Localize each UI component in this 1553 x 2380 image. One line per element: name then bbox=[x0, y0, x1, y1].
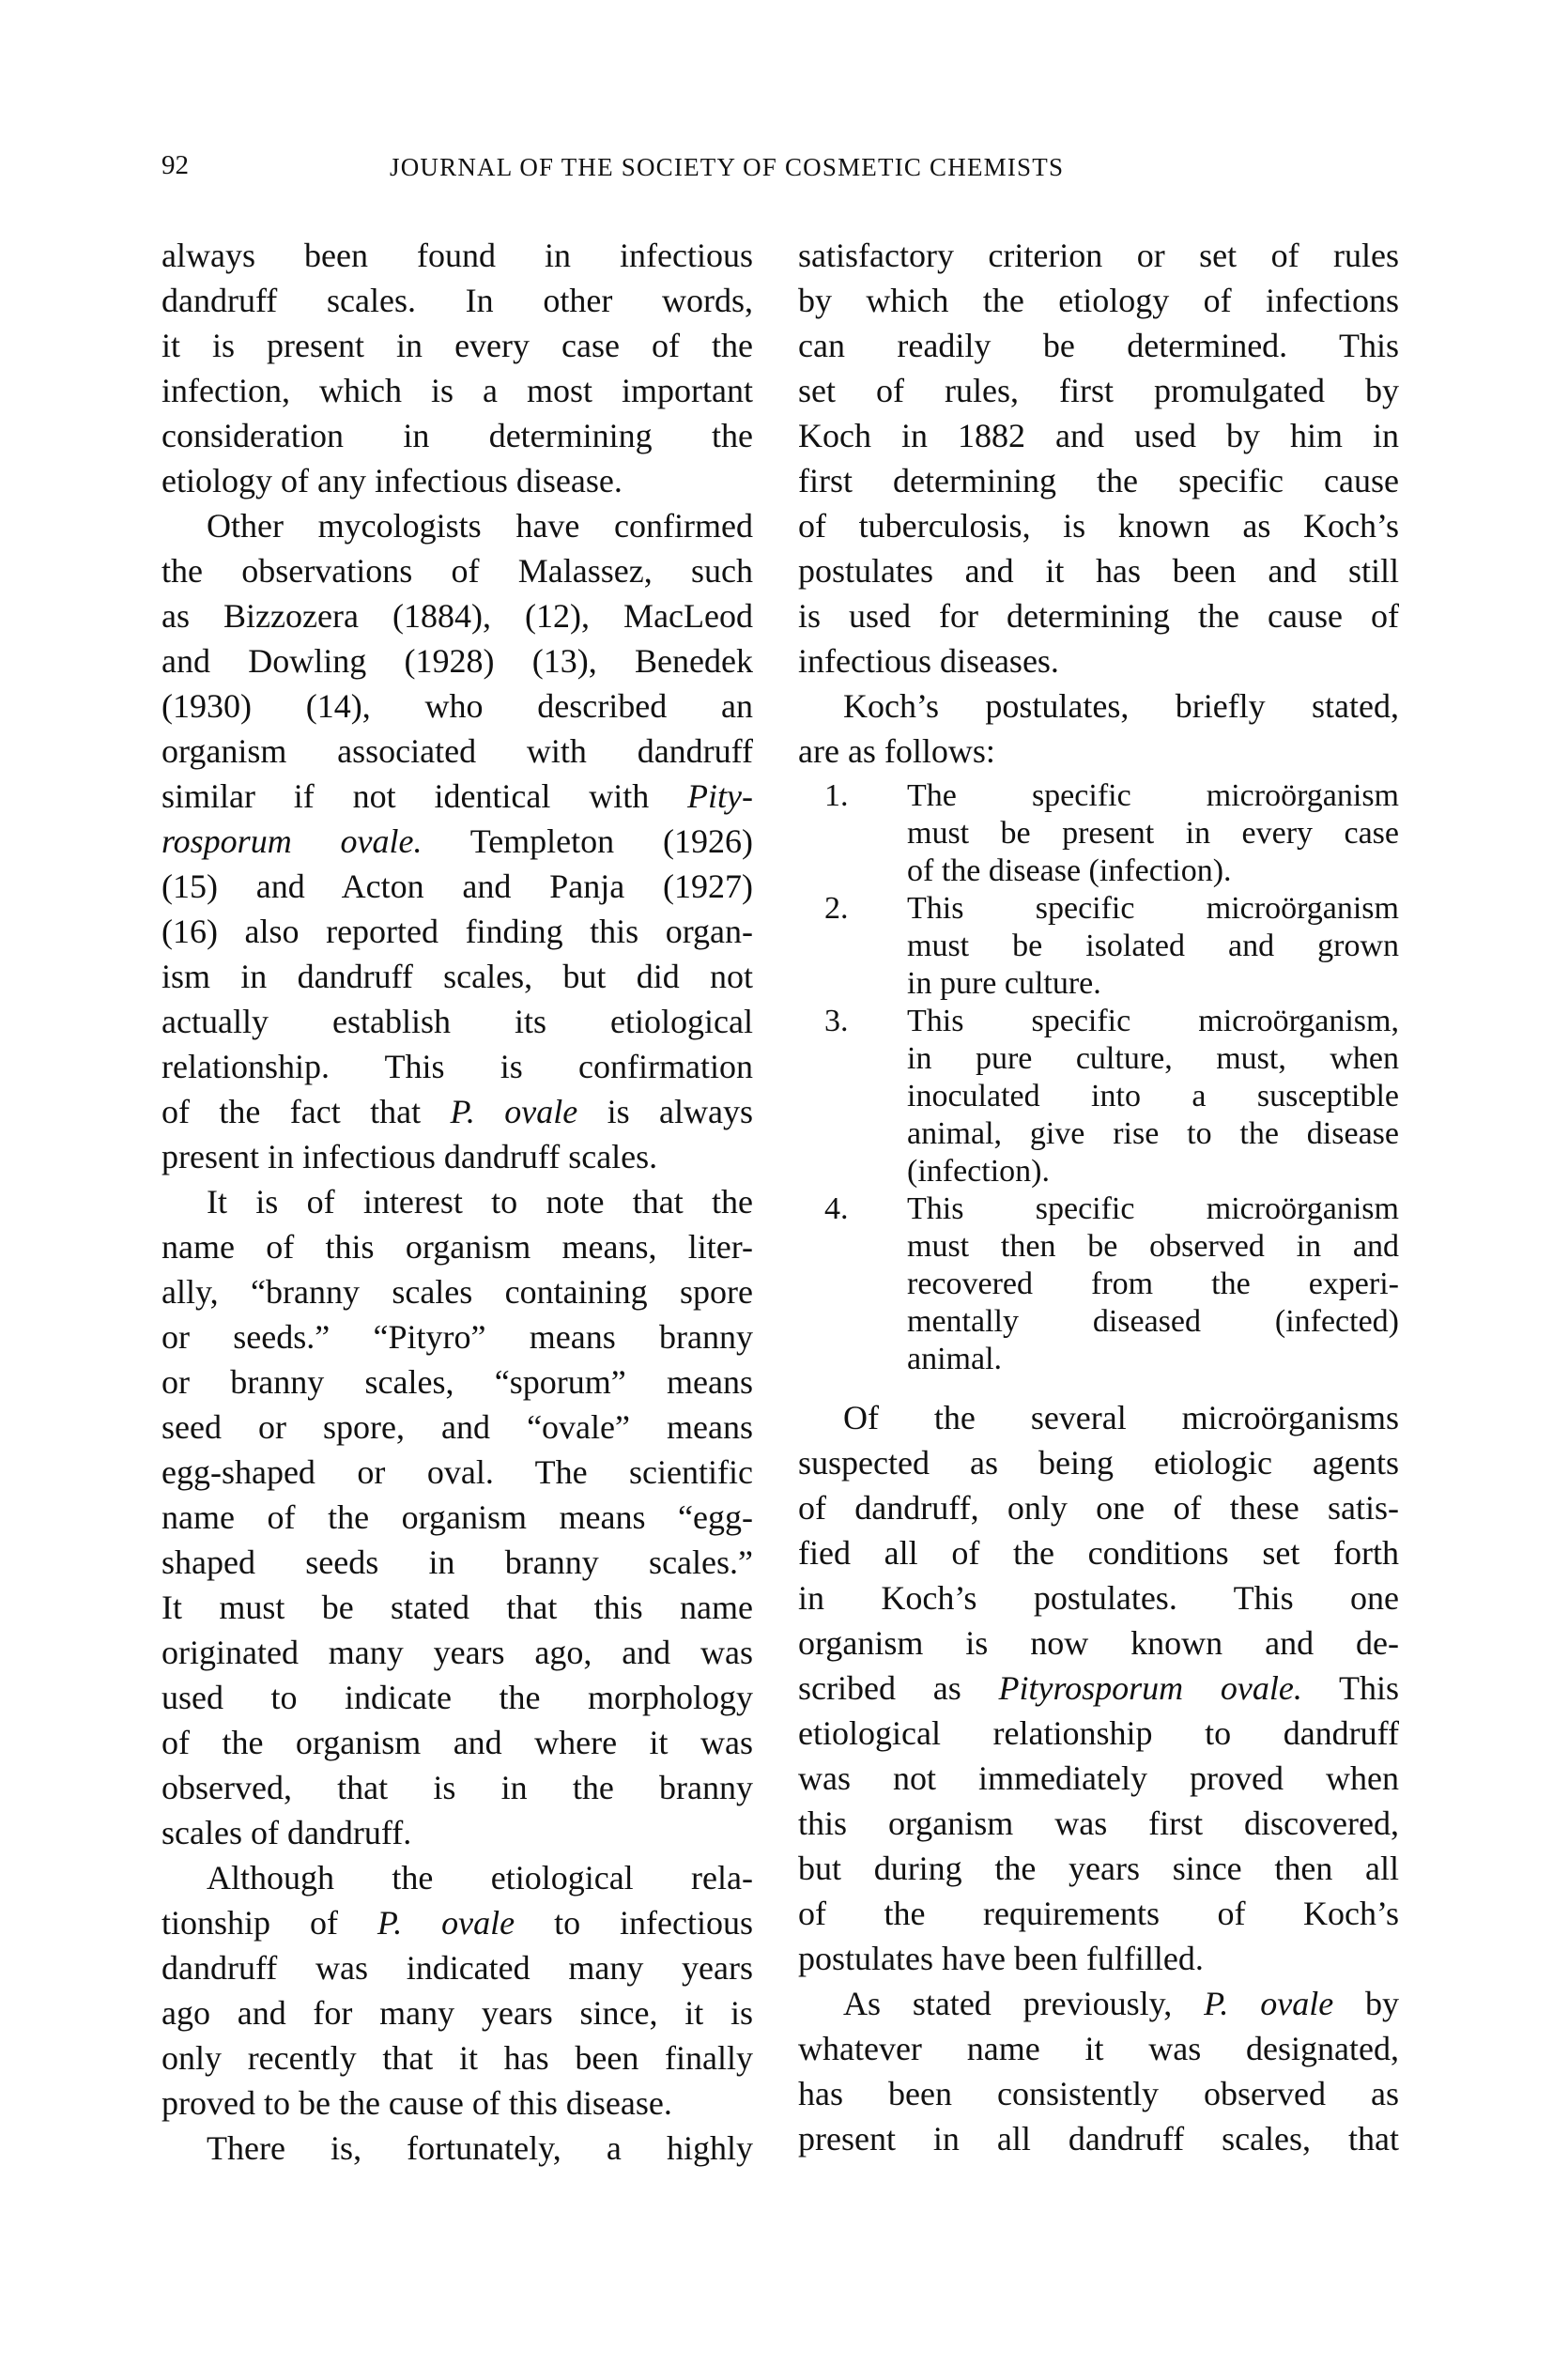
running-head: JOURNAL OF THE SOCIETY OF COSMETIC CHEMISTS bbox=[390, 153, 1065, 181]
text-line: present in infectious dandruff scales. bbox=[161, 1138, 658, 1175]
text-line: similar if not identical with Pity- bbox=[161, 777, 753, 815]
text-line: dandruff scales. In other words, bbox=[161, 282, 753, 319]
postulate-item bbox=[798, 1190, 1399, 1378]
page-number: 92 bbox=[161, 150, 189, 180]
text-line: of the requirements of Koch’s bbox=[798, 1895, 1399, 1932]
text-line: egg-shaped or oval. The scientific bbox=[161, 1453, 753, 1491]
postulate-line: (infection). bbox=[907, 1154, 1050, 1189]
text-line: etiological relationship to dandruff bbox=[798, 1714, 1399, 1752]
right-column bbox=[798, 233, 1399, 2161]
text-line: shaped seeds in branny scales.” bbox=[161, 1543, 753, 1581]
text-line: always been found in infectious bbox=[161, 237, 753, 274]
left-column bbox=[161, 233, 753, 2171]
text-line: postulates and it has been and still bbox=[798, 552, 1399, 590]
postulate-line: in pure culture. bbox=[907, 966, 1101, 1001]
text-line: proved to be the cause of this disease. bbox=[161, 2084, 672, 2122]
text-line: this organism was first discovered, bbox=[798, 1804, 1399, 1842]
italic-species-name: Pity- bbox=[687, 777, 753, 815]
text-line: (16) also reported finding this organ- bbox=[161, 913, 753, 950]
text-line: actually establish its etiological bbox=[161, 1003, 753, 1040]
text-line: ism in dandruff scales, but did not bbox=[161, 958, 753, 995]
postulate-line: animal, give rise to the disease bbox=[907, 1116, 1399, 1151]
paragraph bbox=[798, 683, 1399, 774]
text-line: rosporum ovale. Templeton (1926) bbox=[161, 822, 753, 860]
postulate-item bbox=[798, 1003, 1399, 1190]
text-line: originated many years ago, and was bbox=[161, 1634, 753, 1671]
text-line: (1930) (14), who described an bbox=[161, 687, 753, 725]
text-line: first determining the specific cause bbox=[798, 462, 1399, 499]
postulate-number: 2. bbox=[824, 891, 849, 926]
text-line: only recently that it has been finally bbox=[161, 2039, 753, 2077]
text-line: Although the etiological rela- bbox=[207, 1859, 753, 1896]
italic-species-name: rosporum ovale. bbox=[161, 822, 423, 860]
postulate-number: 1. bbox=[824, 778, 849, 813]
paragraph bbox=[798, 1395, 1399, 1981]
text-line: observed, that is in the branny bbox=[161, 1769, 753, 1806]
text-line: or seeds.” “Pityro” means branny bbox=[161, 1318, 753, 1356]
postulate-line: mentally diseased (infected) bbox=[907, 1304, 1399, 1339]
text-line: ally, “branny scales containing spore bbox=[161, 1273, 753, 1311]
paragraph bbox=[161, 1179, 753, 1855]
text-line: tionship of P. ovale to infectious bbox=[161, 1904, 753, 1942]
text-line: by which the etiology of infections bbox=[798, 282, 1399, 319]
text-line: of the fact that P. ovale is always bbox=[161, 1093, 753, 1130]
postulate-line: inoculated into a susceptible bbox=[907, 1079, 1399, 1113]
text-line: It must be stated that this name bbox=[161, 1589, 753, 1626]
text-line: infectious diseases. bbox=[798, 642, 1059, 680]
text-line: As stated previously, P. ovale by bbox=[843, 1985, 1399, 2022]
text-line: Of the several microörganisms bbox=[843, 1399, 1399, 1436]
text-line: Other mycologists have confirmed bbox=[207, 507, 753, 545]
text-line: was not immediately proved when bbox=[798, 1759, 1399, 1797]
text-line: suspected as being etiologic agents bbox=[798, 1444, 1399, 1482]
text-line: are as follows: bbox=[798, 732, 995, 770]
text-line: name of the organism means “egg- bbox=[161, 1498, 753, 1536]
postulate-line: in pure culture, must, when bbox=[907, 1041, 1399, 1076]
text-line: can readily be determined. This bbox=[798, 327, 1399, 364]
postulate-line: must be isolated and grown bbox=[907, 929, 1399, 963]
text-line: Koch’s postulates, briefly stated, bbox=[843, 687, 1399, 725]
text-line: is used for determining the cause of bbox=[798, 597, 1399, 635]
paragraph bbox=[161, 503, 753, 1179]
italic-species-name: P. ovale bbox=[1204, 1985, 1334, 2022]
text-line: (15) and Acton and Panja (1927) bbox=[161, 868, 753, 905]
kochs-postulates-list bbox=[798, 777, 1399, 1378]
postulate-item bbox=[798, 890, 1399, 1003]
text-line: or branny scales, “sporum” means bbox=[161, 1363, 753, 1401]
text-line: whatever name it was designated, bbox=[798, 2030, 1399, 2067]
text-line: and Dowling (1928) (13), Benedek bbox=[161, 642, 753, 680]
spacer bbox=[798, 1386, 1399, 1395]
text-line: it is present in every case of the bbox=[161, 327, 753, 364]
paragraph bbox=[161, 2126, 753, 2171]
italic-species-name: Pityrosporum ovale. bbox=[998, 1669, 1302, 1707]
text-line: infection, which is a most important bbox=[161, 372, 753, 409]
text-line: in Koch’s postulates. This one bbox=[798, 1579, 1399, 1617]
text-line: used to indicate the morphology bbox=[161, 1679, 753, 1716]
text-line: but during the years since then all bbox=[798, 1850, 1399, 1887]
italic-species-name: P. ovale bbox=[377, 1904, 515, 1942]
postulate-line: must be present in every case bbox=[907, 816, 1399, 851]
postulate-line: The specific microörganism bbox=[907, 778, 1399, 813]
text-line: of dandruff, only one of these satis- bbox=[798, 1489, 1399, 1527]
text-line: satisfactory criterion or set of rules bbox=[798, 237, 1399, 274]
text-line: relationship. This is confirmation bbox=[161, 1048, 753, 1085]
postulate-line: This specific microörganism, bbox=[907, 1004, 1399, 1038]
text-line: organism associated with dandruff bbox=[161, 732, 753, 770]
text-line: of tuberculosis, is known as Koch’s bbox=[798, 507, 1399, 545]
text-line: present in all dandruff scales, that bbox=[798, 2120, 1399, 2157]
postulate-number: 3. bbox=[824, 1004, 849, 1038]
text-line: seed or spore, and “ovale” means bbox=[161, 1408, 753, 1446]
text-line: postulates have been fulfilled. bbox=[798, 1940, 1204, 1977]
paragraph bbox=[161, 233, 753, 503]
text-line: consideration in determining the bbox=[161, 417, 753, 454]
postulate-line: recovered from the experi- bbox=[907, 1267, 1399, 1301]
postulate-item bbox=[798, 777, 1399, 890]
text-line: fied all of the conditions set forth bbox=[798, 1534, 1399, 1572]
paragraph bbox=[161, 1855, 753, 2126]
italic-species-name: P. ovale bbox=[450, 1093, 578, 1130]
text-line: organism is now known and de- bbox=[798, 1624, 1399, 1662]
paragraph bbox=[798, 233, 1399, 683]
postulate-line: This specific microörganism bbox=[907, 1191, 1399, 1226]
text-line: dandruff was indicated many years bbox=[161, 1949, 753, 1987]
text-line: set of rules, first promulgated by bbox=[798, 372, 1399, 409]
text-line: has been consistently observed as bbox=[798, 2075, 1399, 2112]
postulate-line: must then be observed in and bbox=[907, 1229, 1399, 1264]
text-line: Koch in 1882 and used by him in bbox=[798, 417, 1399, 454]
text-line: ago and for many years since, it is bbox=[161, 1994, 753, 2032]
postulate-number: 4. bbox=[824, 1191, 849, 1226]
postulate-line: This specific microörganism bbox=[907, 891, 1399, 926]
text-line: name of this organism means, liter- bbox=[161, 1228, 753, 1266]
postulate-line: of the disease (infection). bbox=[907, 853, 1232, 888]
text-line: It is of interest to note that the bbox=[207, 1183, 753, 1221]
text-line: scribed as Pityrosporum ovale. This bbox=[798, 1669, 1399, 1707]
text-line: as Bizzozera (1884), (12), MacLeod bbox=[161, 597, 753, 635]
text-line: the observations of Malassez, such bbox=[161, 552, 753, 590]
text-line: There is, fortunately, a highly bbox=[207, 2129, 753, 2167]
text-line: of the organism and where it was bbox=[161, 1724, 753, 1761]
text-line: etiology of any infectious disease. bbox=[161, 462, 623, 499]
postulate-line: animal. bbox=[907, 1342, 1003, 1376]
paragraph bbox=[798, 1981, 1399, 2161]
text-line: scales of dandruff. bbox=[161, 1814, 412, 1851]
